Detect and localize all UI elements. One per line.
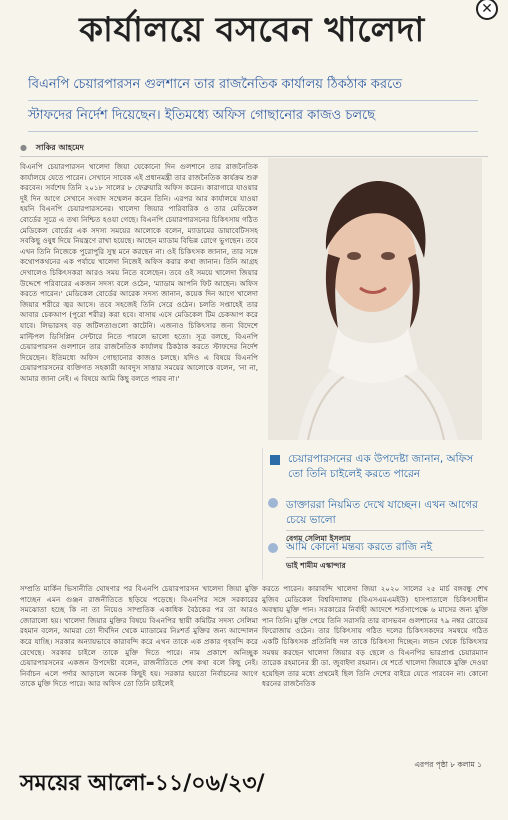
byline-author: সাকির আহমেদ — [35, 143, 84, 152]
article-column-3 — [262, 584, 488, 764]
quote-bubble-icon — [268, 498, 278, 508]
article-column-1 — [20, 162, 258, 582]
divider — [20, 156, 488, 157]
pull-quote-1 — [288, 452, 484, 482]
continued-note: এরপর পৃষ্ঠা ৮ কলাম ১ — [414, 760, 482, 769]
pull-quote-text: চেয়ারপারসনের এক উপদেষ্টা জানান, অফিস তো তিনি চাইলেই করতে পারেন — [288, 453, 474, 480]
pull-quote-text: আমি কোনো মন্তব্য করতে রাজি নই — [286, 541, 433, 553]
quote-bubble-icon — [268, 543, 278, 553]
close-icon[interactable]: ✕ — [476, 0, 498, 20]
article-column-2 — [20, 584, 258, 764]
byline-bullet-icon: ● — [20, 143, 27, 152]
portrait-photo — [268, 158, 482, 440]
pull-quote-two — [286, 498, 484, 546]
article-text: করতে পারেন। কারাবন্দি খালেদা জিয়া ২০২০ সালের ২৫ মার্চ বঙ্গবন্ধু শেখ মুজিব মেডিকেল বিশ্ববিদ্যালয় (বিএসএমএমইউ) হাসপাতালে চিকিৎসাধীন অবস্থায় মুক্তি পান। সরকারের নির্বাহী আদেশে শর্তসাপেক্ষে ৬ মাসের জন্য মুক্তি পান তিনি। মুক্তি পেয়ে তিনি সরাসরি তার বাসভবন গুলশানের ৭৯ নম্বর রোডের ফিরোজায় ওঠেন। তার চিকিৎসায় গঠিত দলের চিকিৎসকদের সমন্বয়ে গঠিত একটি চিকিৎসক প্রতিনিধি দল তাকে চিকিৎসা দিচ্ছেন। লন্ডন থেকে চিকিৎসার সমন্বয় করছেন খালেদা জিয়ার বড় ছেলে ও বিএনপির ভারপ্রাপ্ত চেয়ারম্যান তারেক রহমানের স্ত্রী ডা. জুবাইদা রহমান। যে শর্তে খালেদা জিয়াকে মুক্তি দেওয়া হয়েছিল তার মধ্যে প্রথমেই ছিল তিনি দেশের বাইরে যেতে পারবেন না। কোনো ধরনের রাজনৈতিক — [262, 584, 488, 689]
article-text: বিএনপি চেয়ারপারসন খালেদা জিয়া যেকোনো দিন গুলশানে তার রাজনৈতিক কার্যালয়ে যেতে পারেন। সেখানে সাবেক এই প্রধানমন্ত্রী তার রাজনৈতিক কার্যক্রম শুরু করবেন। সর্বশেষ তিনি ২০১৮ সালের ৮ ফেব্রুয়ারি অফিস করেন। কারাগারে যাওয়ার দুই দিন আগে সেখানে সংবাদ সম্মেলন করেন তিনি। এরপর আর কার্যালয়ে যাওয়া হয়নি বিএনপি চেয়ারপারসনের। খালেদা জিয়ার পারিবারিক ও তার মেডিকেল বোর্ডের সূত্রে এ তথ্য নিশ্চিত হওয়া গেছে। বিএনপি চেয়ারপারসনের চিকিৎসায় গঠিত মেডিকেল বোর্ডের এক সদস্য সময়ের আলোকে বলেন, ম্যাডামের ডায়াবেটিসসহ সবকিছু ওষুধ দিয়ে নিয়ন্ত্রণে রাখা হয়েছে। আছেন ম্যাডাম বিভিন্ন রোগে ভুগছেন। তবে এখন তিনি নিজেকে পুরোপুরি সুস্থ মনে করছেন না। ওই চিকিৎসক জানান, তার সঙ্গে কথোপকথনের এক পর্যায়ে খালেদা নিজেই অফিস করার কথা জানান। তিনি আগ্রহ দেখালেও চিকিৎসকরা আরও সময় নিতে বলেছেন। তবে ওই সময়ে খালেদা জিয়ার উদ্দেশে পরিবারের একজন সদস্য বলে ওঠেন, 'ম্যাডাম আপনি ফিট আছেন। অফিস করতে পারেন।' মেডিকেল বোর্ডের আরেক সদস্য জানান, কয়েক দিন আগে খালেদা জিয়ার শরীরে জ্বর আসে। তবে সহজেই তিনি সেরে ওঠেন। চলতি সপ্তাহেই তার আবার চেকআপ (পুরো শরীর) করা হবে। বাসায় এসে মেডিকেল টিম চেকআপ করে যাবে। লিভারসহ বড় জটিলতাগুলো কাটেনি। এজন্যও চিকিৎসার জন্য বিদেশে মাল্টিপল ডিসিপ্লিন সেন্টারে নিতে পারলে ভালো হতো। সূত্র বলছে, বিএনপি চেয়ারপারসন গুলশানে তার রাজনৈতিক কার্যালয় ঠিকঠাক করতে স্টাফদের নির্দেশ দিয়েছেন। ইতিমধ্যে অফিস গোছানোর কাজও চলছে। যদিও এ বিষয়ে বিএনপি চেয়ারপারসনের ব্যক্তিগত সহকারী আবদুস সাত্তার সময়ের আলোকে বলেন, 'না না, আমার জানা নেই। এ বিষয়ে আমি কিছু বলতে পারব না।' — [20, 162, 258, 383]
column-divider — [262, 448, 263, 580]
subhead-line-1: বিএনপি চেয়ারপারসন গুলশানে তার রাজনৈতিক কার্যালয় ঠিকঠাক করতে — [28, 70, 478, 101]
headline: কার্যালয়ে বসবেন খালেদা — [79, 10, 425, 50]
byline — [20, 142, 84, 155]
pull-quote-attribution: ভাই শামীম এস্কান্দার — [286, 557, 484, 573]
pull-quote-attribution: বেগম সেলিমা ইসলাম — [286, 530, 484, 546]
subheadline — [28, 70, 478, 132]
pull-quote-three — [286, 540, 484, 573]
article-text: সম্প্রতি মার্কিন ভিসানীতি ঘোষণার পর বিএনপি চেয়ারপারসন খালেদা জিয়া মুক্তি পাচ্ছেন এমন গুঞ্জন রাজনীতিতে ছড়িয়ে পড়েছে। বিএনপির সঙ্গে সরকারের সমঝোতা হচ্ছে কি না তা নিয়েও সাম্প্রতিক একাধিক বৈঠকের পর তা আরও জোরালো হয়। খালেদা জিয়ার মুক্তির বিষয়ে বিএনপির স্থায়ী কমিটির সদস্য সেলিমা রহমান বলেন, আমরা তো দীর্ঘদিন থেকে ম্যাডামের নিঃশর্ত মুক্তির জন্য আন্দোলন করে যাচ্ছি। সরকার অন্যায়ভাবে কারাবন্দি করে এখন তাকে এক প্রকার গৃহবন্দি করে রেখেছে। সরকার চাইলে তাকে মুক্তি দিতে পারে। নাম প্রকাশে অনিচ্ছুক চেয়ারপারসনের একজন উপদেষ্টা বলেন, রাজনীতিতে শেষ কথা বলে কিছু নেই। নির্বাচন এলে পর্দার আড়ালে অনেক কিছুই হয়। সরকার হয়তো নির্বাচনের আগে তাকে মুক্তি দিতে পারে। আর অফিস তো তিনি চাইলেই — [20, 584, 258, 689]
footer — [20, 760, 490, 796]
source-date: সময়ের আলো-১১/০৬/২৩/ — [20, 771, 265, 796]
square-bullet-icon — [270, 455, 280, 465]
person-portrait-icon — [268, 158, 482, 440]
pull-quote-text: ডাক্তাররা নিয়মিত দেখে যাচ্ছেন। এখন আগের চেয়ে ভালো — [286, 499, 478, 526]
subhead-line-2: স্টাফদের নির্দেশ দিয়েছেন। ইতিমধ্যে অফিস গোছানোর কাজও চলছে — [28, 101, 478, 132]
